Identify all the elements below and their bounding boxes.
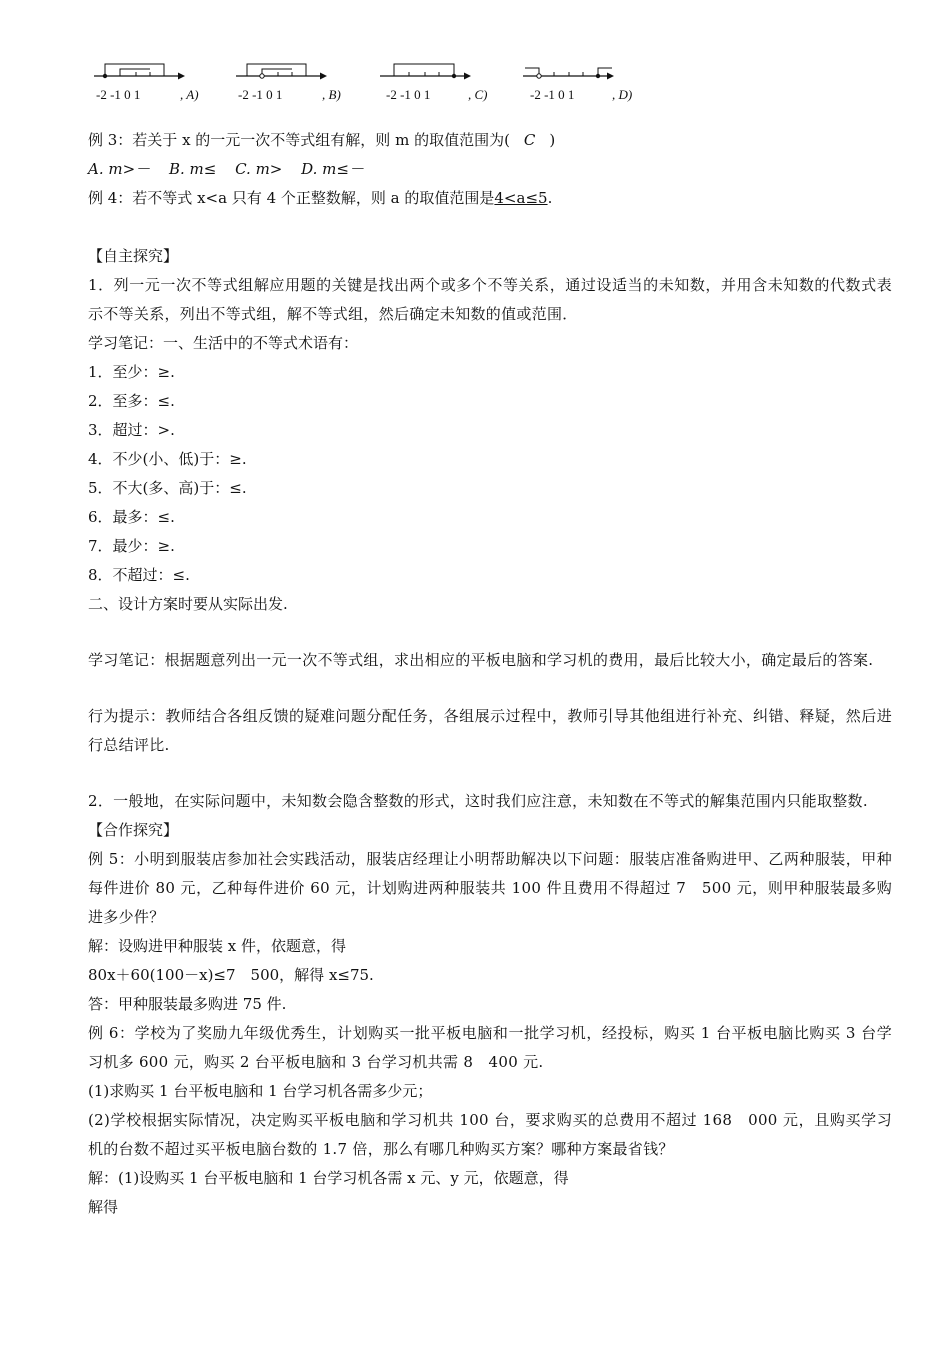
example-5-solution-2: 80x＋60(100－x)≤7 500，解得 x≤75. [88, 966, 374, 984]
paragraph-1: 1．列一元一次不等式组解应用题的关键是找出两个或多个不等关系，通过设适当的未知数，并用含未知数的代数式表示不等关系，列出不等式组，解不等式组，然后确定未知数的值或范围． [88, 276, 892, 323]
term-item: 6．最多：≤. [88, 508, 175, 526]
example-3: 例 3：若关于 x 的一元一次不等式组有解，则 m 的取值范围为( C ) [88, 131, 556, 149]
note-design: 二、设计方案时要从实际出发. [88, 595, 288, 613]
term-item: 1．至少：≥. [88, 363, 175, 381]
example-6-question-2: (2)学校根据实际情况，决定购买平板电脑和学习机共 100 台，要求购买的总费用不超过 168 000 元，且购买学习机的台数不超过买平板电脑台数的 1.7 倍，那么有哪几种购买方案？哪种方案最省钱？ [88, 1111, 892, 1158]
term-item: 7．最少：≥. [88, 537, 175, 555]
ticks-c: -2 -1 0 1 [386, 87, 431, 102]
option-c: , C) [468, 87, 488, 102]
example-5: 例 5：小明到服装店参加社会实践活动，服装店经理让小明帮助解决以下问题：服装店准备购进甲、乙两种服装，甲种每件进价 80 元，乙种每件进价 60 元，计划购进两种服装共 100 件且费用不得超过 7 500 元，则甲种服装最多购进多少件？ [88, 850, 892, 926]
number-line-d [523, 68, 632, 102]
number-line-a [94, 64, 199, 102]
document-body [88, 126, 892, 1222]
behavior-hint: 行为提示：教师结合各组反馈的疑难问题分配任务，各组展示过程中，教师引导其他组进行补充、纠错、释疑，然后进行总结评比. [88, 707, 892, 754]
notes-title: 学习笔记：一、生活中的不等式术语有： [88, 334, 359, 352]
example-5-answer: 答：甲种服装最多购进 75 件. [88, 995, 287, 1013]
number-line-c [380, 64, 488, 102]
ticks-a: -2 -1 0 1 [96, 87, 141, 102]
example-3-answer: C [523, 131, 536, 149]
example-6-question-1: (1)求购买 1 台平板电脑和 1 台学习机各需多少元； [88, 1082, 433, 1100]
option-b: , B) [322, 87, 341, 102]
term-item: 8．不超过：≤. [88, 566, 190, 584]
example-3-options: A. m>－ B. m≤ C. m> D. m≤－ [88, 160, 364, 178]
term-item: 3．超过：>. [88, 421, 175, 439]
example-6-solution-1: 解：(1)设购买 1 台平板电脑和 1 台学习机各需 x 元、y 元，依题意，得 [88, 1169, 569, 1187]
option-d: , D) [612, 87, 633, 102]
term-item: 5．不大(多、高)于：≤. [88, 479, 247, 497]
example-4: 例 4：若不等式 x<a 只有 4 个正整数解，则 a 的取值范围是4<a≤5. [88, 189, 553, 207]
number-line-options [88, 58, 668, 110]
example-6: 例 6：学校为了奖励九年级优秀生，计划购买一批平板电脑和一批学习机，经投标，购买 1 台平板电脑比购买 3 台学习机多 600 元，购买 2 台平板电脑和 3 台学习机共需 8 400 元. [88, 1024, 892, 1071]
example-6-solution-2: 解得 [88, 1198, 119, 1216]
term-item: 2．至多：≤. [88, 392, 175, 410]
ticks-d: -2 -1 0 1 [530, 87, 575, 102]
section-cooperate-heading: 【合作探究】 [88, 821, 179, 839]
paragraph-2: 2．一般地，在实际问题中，未知数会隐含整数的形式，这时我们应注意，未知数在不等式的解集范围内只能取整数. [88, 792, 868, 810]
study-note: 学习笔记：根据题意列出一元一次不等式组，求出相应的平板电脑和学习机的费用，最后比较大小，确定最后的答案. [88, 651, 874, 669]
section-self-explore-heading: 【自主探究】 [88, 247, 179, 265]
example-5-solution-1: 解：设购进甲种服装 x 件，依题意，得 [88, 937, 346, 955]
option-a: , A) [180, 87, 199, 102]
term-item: 4．不少(小、低)于：≥. [88, 450, 247, 468]
example-4-answer: 4<a≤5 [494, 189, 548, 207]
ticks-b: -2 -1 0 1 [238, 87, 283, 102]
number-line-b [236, 64, 341, 102]
